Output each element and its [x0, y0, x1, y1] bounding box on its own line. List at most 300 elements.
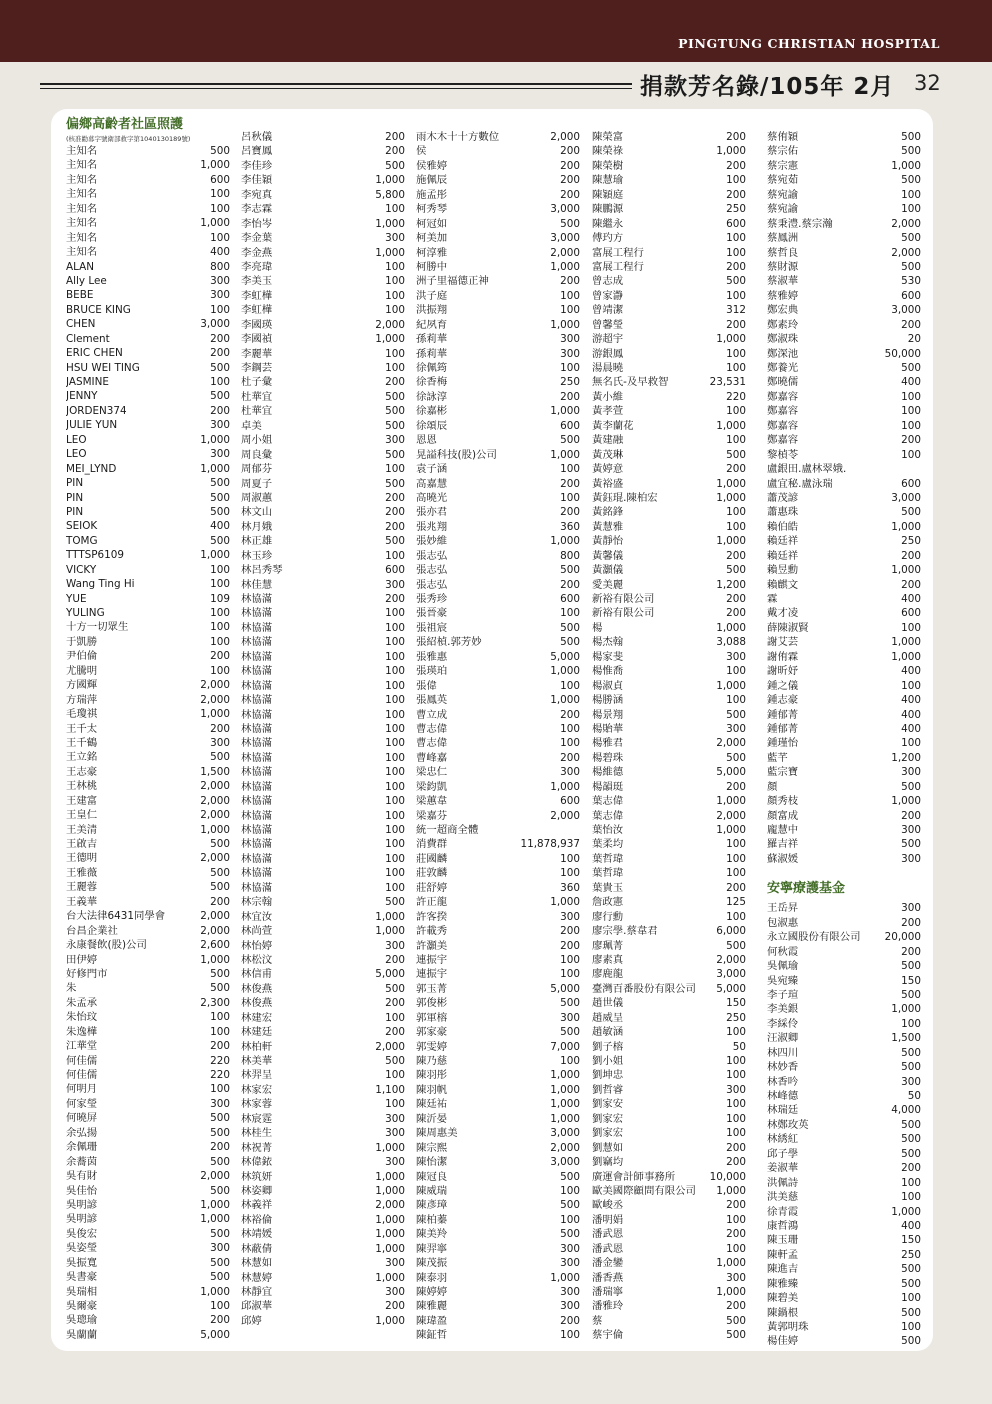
- donation-amount: 100: [901, 405, 921, 418]
- donor-row: [416, 448, 580, 462]
- donation-amount: 100: [210, 303, 230, 316]
- donor-name: 林義祥: [241, 1199, 273, 1212]
- donation-amount: 100: [385, 881, 405, 894]
- donor-row: [416, 144, 580, 158]
- donor-name: 林協滿: [241, 722, 273, 735]
- donor-name: 林美華: [241, 1055, 273, 1067]
- donation-amount: 1,000: [550, 1112, 580, 1125]
- donor-name: 陳乃慈: [416, 1055, 448, 1067]
- donor-row: [767, 1320, 921, 1334]
- donor-row: [767, 491, 921, 505]
- donor-row: [241, 664, 405, 678]
- donation-amount: 200: [726, 1141, 746, 1154]
- donor-name: 鄭宏典: [767, 304, 799, 317]
- donation-amount: 100: [210, 578, 230, 591]
- donor-row: [241, 592, 405, 606]
- donor-name: 莊舒婷: [416, 881, 448, 894]
- donor-name: 陳碧美: [767, 1292, 799, 1305]
- donation-amount: 3,000: [891, 491, 921, 504]
- donation-amount: 300: [560, 910, 580, 923]
- donor-name: 潘雅玲: [592, 1300, 624, 1313]
- donor-row: [416, 1198, 580, 1212]
- donation-amount: 500: [901, 1306, 921, 1319]
- donor-name: 林靖媛: [241, 1228, 273, 1241]
- donation-amount: 500: [901, 1335, 921, 1348]
- donor-name: 顏: [767, 780, 778, 793]
- donor-row: [241, 159, 405, 173]
- donation-amount: 500: [210, 1112, 230, 1125]
- donation-amount: 3,000: [200, 318, 230, 331]
- donation-amount: 300: [210, 448, 230, 461]
- donor-name: 台大法律6431同學會: [66, 910, 166, 923]
- donation-amount: 109: [210, 592, 230, 605]
- donor-name: 朱逸樺: [66, 1025, 98, 1038]
- donor-name: 潘金鑾: [592, 1257, 624, 1270]
- donor-name: 施孟彤: [416, 188, 448, 201]
- donor-name: 王林桃: [66, 780, 98, 793]
- donor-row: [767, 260, 921, 274]
- donation-amount: 500: [560, 1170, 580, 1183]
- donor-row: [592, 982, 746, 996]
- donation-amount: 1,000: [891, 650, 921, 663]
- donor-row: [592, 462, 746, 476]
- donor-row: [767, 945, 921, 959]
- donor-name: 林靜宜: [241, 1286, 273, 1298]
- donation-amount: 50: [907, 1090, 921, 1102]
- donation-amount: 1,000: [716, 679, 746, 692]
- donation-amount: 150: [901, 974, 921, 987]
- donor-row: [241, 289, 405, 303]
- donor-name: 恩恩: [416, 434, 437, 447]
- donor-name: HSU WEI TING: [66, 361, 140, 374]
- donor-name: 林綉紅: [767, 1133, 799, 1146]
- donor-row: [592, 621, 746, 635]
- donation-amount: 200: [560, 174, 580, 187]
- donor-row: [66, 779, 230, 793]
- donor-row: [416, 1213, 580, 1227]
- donor-row: [592, 664, 746, 678]
- donation-amount: 300: [901, 766, 921, 779]
- donation-amount: 2,000: [200, 679, 230, 692]
- donor-name: 梁蕙韋: [416, 795, 448, 808]
- donor-name: JORDEN374: [66, 404, 127, 417]
- donor-name: 曹立成: [416, 708, 448, 721]
- donor-name: 吳有財: [66, 1170, 98, 1183]
- donor-row: [592, 1083, 746, 1097]
- donation-amount: 500: [560, 997, 580, 1010]
- donation-amount: 1,000: [550, 896, 580, 909]
- donor-name: 劉坤忠: [592, 1069, 624, 1082]
- donation-amount: 100: [726, 174, 746, 187]
- donor-name: 蔡哲良: [767, 246, 799, 259]
- donor-row: [66, 245, 230, 259]
- donor-row: [592, 996, 746, 1010]
- donor-name: 余蕎茵: [66, 1155, 98, 1168]
- donor-name: 紀夙育: [416, 318, 448, 331]
- donor-name: LEO: [66, 433, 87, 446]
- donor-name: 吳佩瑜: [767, 960, 799, 973]
- donor-column-1: [66, 116, 230, 1342]
- donation-amount: 2,000: [200, 794, 230, 807]
- donor-row: [592, 780, 746, 794]
- donation-amount: 3,000: [550, 1156, 580, 1169]
- donation-amount: 300: [385, 1286, 405, 1298]
- donation-amount: 1,000: [200, 433, 230, 446]
- donor-row: [241, 520, 405, 534]
- donor-row: [241, 1213, 405, 1227]
- donor-row: [416, 621, 580, 635]
- donor-row: [416, 736, 580, 750]
- donor-row: [592, 1328, 746, 1342]
- donation-amount: 600: [560, 419, 580, 432]
- donor-row: [66, 866, 230, 880]
- donor-row: [416, 967, 580, 981]
- donor-row: [416, 332, 580, 346]
- section-title-hospice: 安寧療護基金: [767, 881, 846, 897]
- donor-name: 姜淑華: [767, 1162, 799, 1175]
- donor-name: 洪子庭: [416, 289, 448, 302]
- donor-row: [66, 1068, 230, 1082]
- donor-row: [66, 433, 230, 447]
- donor-column-2: [241, 130, 405, 1328]
- donation-amount: 1,000: [891, 564, 921, 577]
- donation-amount: 530: [901, 275, 921, 288]
- donor-row: [592, 1299, 746, 1313]
- donor-name: 主知名: [66, 231, 98, 244]
- donor-name: 尹伯倫: [66, 650, 98, 663]
- donor-name: 主知名: [66, 159, 98, 172]
- donation-amount: 200: [210, 332, 230, 345]
- donor-name: 曹志偉: [416, 737, 448, 750]
- donor-row: [416, 751, 580, 765]
- donation-amount: 500: [210, 1256, 230, 1269]
- donor-row: [66, 620, 230, 634]
- donation-amount: 500: [560, 1199, 580, 1212]
- donor-name: 藍芊: [767, 751, 788, 764]
- donation-amount: 600: [901, 607, 921, 620]
- donor-row: [241, 534, 405, 548]
- donation-amount: 300: [385, 1257, 405, 1270]
- donor-name: 陳鵬源: [592, 203, 624, 216]
- donor-name: 張雅惠: [416, 650, 448, 663]
- donor-row: [416, 809, 580, 823]
- donor-row: [767, 1031, 921, 1045]
- donor-row: [767, 217, 921, 231]
- donor-name: 劉子榕: [592, 1040, 624, 1053]
- donation-amount: 300: [385, 434, 405, 447]
- donor-name: 鄭淑珠: [767, 333, 799, 346]
- donor-name: 林柏軒: [241, 1040, 273, 1053]
- donor-name: 徐青霞: [767, 1205, 799, 1218]
- donor-row: [592, 866, 746, 880]
- donor-row: [592, 318, 746, 332]
- donor-row: [592, 736, 746, 750]
- donation-amount: 200: [210, 1314, 230, 1327]
- donor-row: [416, 549, 580, 563]
- donor-name: 張志弘: [416, 578, 448, 591]
- donation-amount: 500: [901, 960, 921, 973]
- donor-name: 袁子涵: [416, 463, 448, 476]
- donation-amount: 500: [210, 477, 230, 490]
- donor-row: [241, 188, 405, 202]
- donor-name: 永立國股份有限公司: [767, 931, 861, 944]
- donor-name: 張兆翔: [416, 520, 448, 533]
- donor-name: 劉家宏: [592, 1112, 624, 1125]
- donor-name: 余佩珊: [66, 1141, 98, 1154]
- donation-amount: 3,000: [550, 232, 580, 245]
- donation-amount: 2,000: [716, 953, 746, 966]
- donor-row: [416, 419, 580, 433]
- donation-amount: 100: [210, 1083, 230, 1096]
- donation-amount: 1,000: [716, 795, 746, 808]
- donor-name: JASMINE: [66, 376, 109, 388]
- donation-amount: 2,000: [716, 809, 746, 822]
- donor-row: [416, 765, 580, 779]
- donor-name: 林鄭玫英: [767, 1118, 809, 1131]
- donor-name: PIN: [66, 505, 84, 518]
- donation-amount: 300: [385, 232, 405, 245]
- donation-amount: 50,000: [884, 347, 921, 360]
- donor-row: [241, 563, 405, 577]
- donor-name: 張妙維: [416, 535, 448, 548]
- donor-row: [241, 347, 405, 361]
- donor-row: [416, 1184, 580, 1198]
- donor-row: [241, 982, 405, 996]
- donor-name: 鄭養光: [767, 362, 799, 374]
- donor-row: [767, 708, 921, 722]
- donor-row: [416, 664, 580, 678]
- donor-name: 郭玉菁: [416, 982, 448, 995]
- donor-row: [416, 1040, 580, 1054]
- donor-name: 柯淳雅: [416, 246, 448, 259]
- donation-amount: 200: [560, 145, 580, 158]
- donor-name: 林家宏: [241, 1083, 273, 1096]
- donor-row: [767, 650, 921, 664]
- donor-name: 何秋霞: [767, 945, 799, 958]
- donor-name: 統一超商全體: [416, 824, 479, 836]
- donation-amount: 500: [210, 751, 230, 764]
- donor-name: 林筑妍: [241, 1170, 273, 1183]
- donor-row: [66, 635, 230, 649]
- donor-name: 林文山: [241, 506, 273, 519]
- donation-amount: 2,000: [891, 246, 921, 259]
- donor-row: [416, 1242, 580, 1256]
- donor-name: 江華堂: [66, 1040, 98, 1053]
- donor-row: [66, 548, 230, 562]
- donor-name: 王皇仁: [66, 809, 98, 822]
- donor-row: [767, 274, 921, 288]
- donor-row: [241, 866, 405, 880]
- donor-name: 郭家豪: [416, 1026, 448, 1039]
- donor-name: 洪振翔: [416, 304, 448, 317]
- donor-row: [592, 881, 746, 895]
- donor-name: 曹志偉: [416, 722, 448, 735]
- donor-name: 盧銀田.盧林翠娥.: [767, 463, 847, 476]
- permit-note: (核准勸募字號衛部救字第1040130189號): [66, 135, 191, 143]
- donor-row: [416, 1328, 580, 1342]
- donor-name: Clement: [66, 332, 110, 345]
- donor-name: 李怡岑: [241, 217, 273, 230]
- donor-row: [66, 967, 230, 981]
- donor-row: [66, 563, 230, 577]
- donor-row: [66, 274, 230, 288]
- donor-row: [416, 491, 580, 505]
- donation-amount: 100: [385, 347, 405, 360]
- donor-name: 蔡財源: [767, 260, 799, 273]
- donation-amount: 100: [901, 679, 921, 692]
- donor-row: [66, 375, 230, 389]
- donation-amount: 1,000: [200, 708, 230, 721]
- donation-amount: 500: [901, 838, 921, 851]
- donation-amount: 1,000: [375, 1242, 405, 1255]
- donor-row: [416, 1227, 580, 1241]
- donor-name: 李宛真: [241, 188, 273, 201]
- donation-amount: 1,000: [550, 405, 580, 418]
- donor-name: 羅吉祥: [767, 838, 799, 851]
- donor-row: [592, 1068, 746, 1082]
- donation-amount: 500: [901, 1061, 921, 1074]
- donor-row: [416, 505, 580, 519]
- donor-name: 陳軒孟: [767, 1248, 799, 1261]
- donation-amount: 300: [385, 1127, 405, 1140]
- donor-row: [66, 1155, 230, 1169]
- donor-name: Ally Lee: [66, 274, 107, 287]
- donor-name: 葉貴玉: [592, 881, 624, 894]
- donor-row: [66, 837, 230, 851]
- donation-amount: 200: [560, 159, 580, 172]
- donation-amount: 100: [726, 506, 746, 519]
- donor-row: [66, 418, 230, 432]
- donor-name: 陳榮樹: [592, 159, 624, 172]
- donor-name: 王美清: [66, 823, 98, 836]
- donor-row: [416, 303, 580, 317]
- donation-amount: 100: [901, 448, 921, 461]
- donor-row: [767, 173, 921, 187]
- donation-amount: 1,000: [200, 159, 230, 172]
- donor-row: [767, 433, 921, 447]
- donation-amount: 1,000: [716, 535, 746, 548]
- donation-amount: 500: [385, 1055, 405, 1067]
- donor-row: [416, 635, 580, 649]
- donation-amount: 100: [210, 1300, 230, 1312]
- donation-amount: 5,000: [716, 766, 746, 779]
- donor-row: [592, 895, 746, 909]
- donation-amount: 500: [726, 1314, 746, 1327]
- donor-row: [416, 722, 580, 736]
- donor-name: 李虹樺: [241, 304, 273, 317]
- donation-amount: 200: [726, 1199, 746, 1212]
- donor-row: [767, 1060, 921, 1074]
- donor-name: 林協滿: [241, 650, 273, 663]
- donor-row: [241, 1068, 405, 1082]
- donor-row: [592, 823, 746, 837]
- donor-row: [592, 375, 746, 389]
- donor-name: 林家蓉: [241, 1098, 273, 1111]
- donor-row: [416, 390, 580, 404]
- donor-name: 林正雄: [241, 535, 273, 548]
- donation-amount: 2,000: [550, 131, 580, 143]
- donor-name: 潘明娟: [592, 1213, 624, 1226]
- donor-name: 邱婷: [241, 1314, 262, 1327]
- donor-row: [767, 1132, 921, 1146]
- donor-name: 林蔽倩: [241, 1242, 273, 1255]
- donor-name: 何佳儒: [66, 1054, 98, 1067]
- donation-amount: 100: [385, 665, 405, 678]
- donation-amount: 200: [560, 708, 580, 721]
- donation-amount: 200: [901, 1162, 921, 1175]
- donation-amount: 2,000: [200, 924, 230, 937]
- donor-name: 鍾郁菁: [767, 722, 799, 735]
- donor-row: [767, 303, 921, 317]
- donation-amount: 500: [560, 1026, 580, 1039]
- donor-row: [592, 332, 746, 346]
- donation-amount: 300: [560, 347, 580, 360]
- donor-name: 朱怡玟: [66, 1011, 98, 1024]
- donor-name: 陳威瑞: [416, 1184, 448, 1197]
- donation-amount: 1,000: [550, 260, 580, 273]
- donor-name: 黃灝儀: [592, 564, 624, 577]
- donor-row: [416, 982, 580, 996]
- donation-amount: 500: [901, 131, 921, 143]
- donor-row: [416, 1256, 580, 1270]
- donation-amount: 200: [726, 131, 746, 143]
- donation-amount: 100: [726, 1026, 746, 1039]
- donation-amount: 1,000: [550, 318, 580, 331]
- donor-row: [241, 303, 405, 317]
- donor-row: [416, 1141, 580, 1155]
- donor-row: [241, 477, 405, 491]
- donor-row: [767, 1205, 921, 1219]
- donation-amount: 600: [385, 564, 405, 577]
- donor-name: ALAN: [66, 260, 95, 273]
- donor-row: [592, 953, 746, 967]
- donation-amount: 300: [210, 736, 230, 749]
- donation-amount: 500: [901, 1046, 921, 1059]
- donor-row: [592, 1040, 746, 1054]
- donor-name: 蔡: [592, 1314, 603, 1327]
- donation-amount: 2,000: [200, 910, 230, 923]
- donor-row: [767, 347, 921, 361]
- donation-amount: 200: [385, 376, 405, 389]
- donor-name: 蔡宗佑: [767, 145, 799, 158]
- donation-amount: 1,000: [200, 549, 230, 562]
- donor-row: [241, 1054, 405, 1068]
- donor-name: 湯晨曉: [592, 362, 624, 374]
- donor-row: [767, 606, 921, 620]
- donor-row: [66, 924, 230, 938]
- donor-name: 蔡宗憲: [767, 159, 799, 172]
- donor-name: 李國禎: [241, 333, 273, 346]
- donation-amount: 6,000: [716, 925, 746, 938]
- donor-row: [66, 1256, 230, 1270]
- donor-row: [416, 1126, 580, 1140]
- donor-row: [241, 1155, 405, 1169]
- donor-row: [416, 866, 580, 880]
- donation-amount: 1,000: [550, 1271, 580, 1284]
- donor-name: 鍾郁菁: [767, 708, 799, 721]
- donation-amount: 100: [560, 852, 580, 865]
- donor-name: 黃銘鋒: [592, 506, 624, 519]
- donation-amount: 2,000: [375, 318, 405, 331]
- donor-row: [241, 852, 405, 866]
- donation-amount: 100: [560, 289, 580, 302]
- donor-name: 林協滿: [241, 737, 273, 750]
- donation-amount: 1,000: [891, 1205, 921, 1218]
- donor-row: [767, 1262, 921, 1276]
- donation-amount: 100: [385, 275, 405, 288]
- donor-row: [767, 289, 921, 303]
- donor-row: [767, 534, 921, 548]
